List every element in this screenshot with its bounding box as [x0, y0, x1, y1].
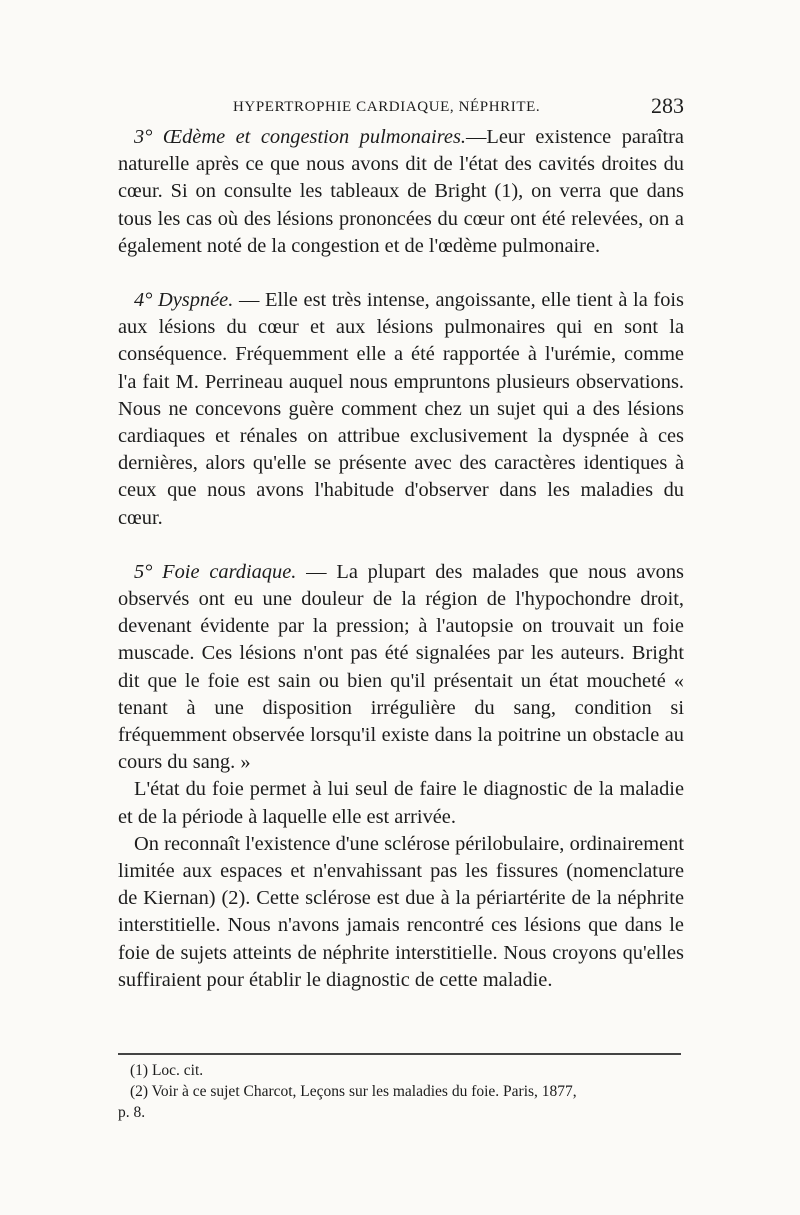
footnote-2: (2) Voir à ce sujet Charcot, Leçons sur les maladies du foie. Paris, 1877,	[130, 1083, 577, 1100]
paragraph-text: L'état du foie permet à lui seul de faire le diagnostic de la maladie et de la période à laquelle elle est arrivée.	[118, 778, 684, 828]
footnote-1: (1) Loc. cit.	[130, 1062, 204, 1079]
paragraph-etat-du-foie	[118, 776, 684, 830]
paragraph-lead: 5° Foie cardiaque.	[134, 560, 297, 583]
paragraph-sclerose	[118, 831, 684, 994]
paragraph-text: On reconnaît l'existence d'une sclérose périlobulaire, ordinairement limitée aux espaces et n'envahissant pas les fissures (nomenclature de Kiernan) (2). Cette sclérose est due à la périartérite de la néphrite interstitielle. Nous n'avons jamais rencontré ces lésions que dans le foie de sujets atteints de néphrite interstitielle. Nous croyons qu'elles suffiraient pour établir le diagnostic de cette maladie.	[118, 832, 684, 991]
running-head: HYPERTROPHIE CARDIAQUE, NÉPHRITE.	[233, 99, 541, 115]
footnote-2-continued: p. 8.	[118, 1104, 146, 1121]
footnotes	[118, 1060, 681, 1123]
paragraph-lead: 3° Œdème et congestion pulmonaires.	[134, 126, 466, 148]
paragraph-foie-cardiaque	[118, 559, 684, 777]
paragraph-text: — La plupart des malades que nous avons observés ont eu une douleur de la région de l'hypochondre droit, devenant évidente par la pression; à l'autopsie on trouvait un foie muscade. Ces lésions n'ont pas été signalées par les auteurs. Bright dit que le foie est sain ou bien qu'il présentait un état moucheté « tenant à une disposition irrégulière du sang, condition si fréquemment observée lorsqu'il existe dans la poitrine un obstacle au cours du sang. »	[118, 560, 684, 774]
footnote-divider	[118, 1053, 681, 1055]
paragraph-oedeme	[118, 124, 684, 260]
page-header	[118, 93, 684, 123]
paragraph-text: —Leur existence paraîtra naturelle après ce que nous avons dit de l'état des cavités droites du cœur. Si on consulte les tableaux de Bright (1), on verra que dans tous les cas où des lésions prononcées du cœur ont été relevées, on a également noté de la congestion et de l'œdème pulmonaire.	[118, 126, 684, 257]
body-text	[118, 124, 684, 994]
page-number: 283	[651, 93, 684, 118]
paragraph-text: — Elle est très intense, angoissante, elle tient à la fois aux lésions du cœur et aux lésions pulmonaires qui en sont la conséquence. Fréquemment elle a été rapportée à l'urémie, comme l'a fait M. Perrineau auquel nous empruntons plusieurs observations. Nous ne concevons guère comment chez un sujet qui a des lésions cardiaques et rénales on attribue exclusivement la dyspnée à ces dernières, alors qu'elle se présente avec des caractères identiques à ceux que nous avons l'habitude d'observer dans les maladies du cœur.	[118, 289, 684, 529]
paragraph-lead: 4° Dyspnée.	[134, 289, 234, 312]
paragraph-dyspnee	[118, 287, 684, 532]
